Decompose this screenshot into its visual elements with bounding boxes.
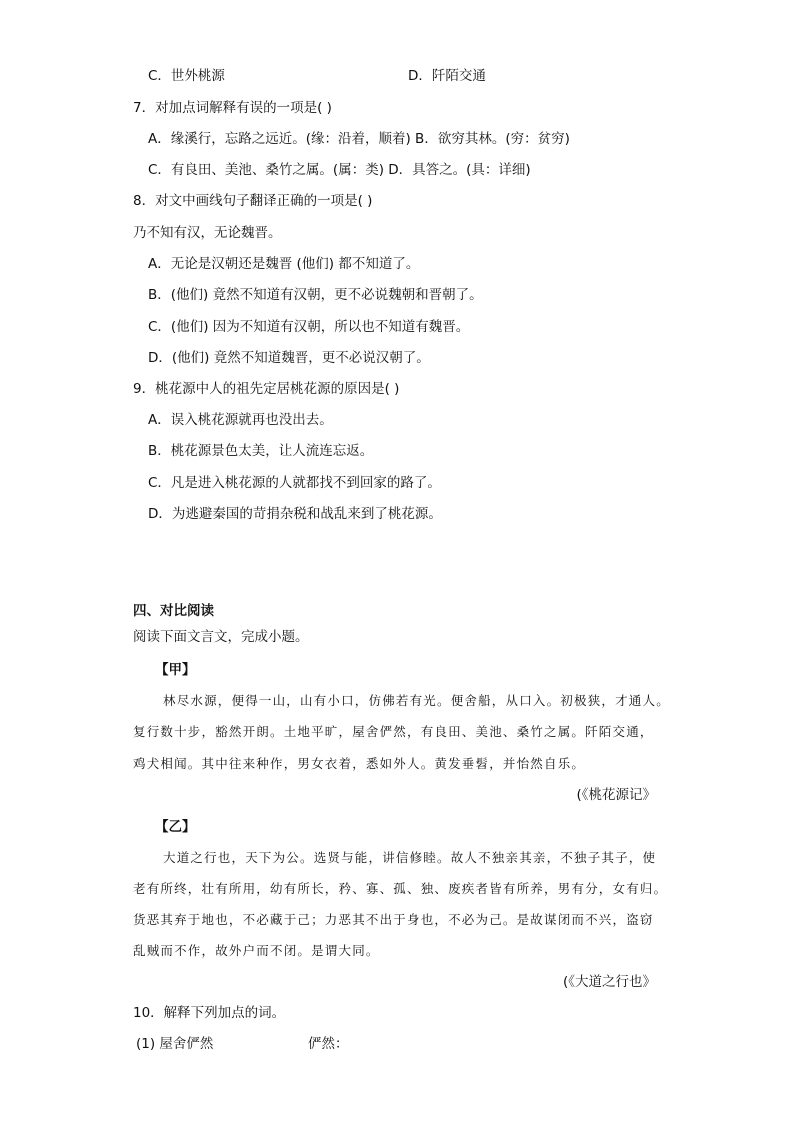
q10-item1-label: (1) 屋舍俨然 [136, 1036, 214, 1052]
q7-options-cd: C．有良田、美池、桑竹之属。(属：类) D．具答之。(具：详细) [148, 162, 531, 178]
passage-yi-label: 【乙】 [155, 819, 196, 835]
q9-stem: 9．桃花源中人的祖先定居桃花源的原因是( ) [133, 381, 400, 397]
passage-jia-line: 林尽水源，便得一山，山有小口，仿佛若有光。便舍船，从口入。初极狭，才通人。 [163, 693, 670, 708]
q6-option-c: C．世外桃源 [148, 68, 225, 84]
q8-stem: 8．对文中画线句子翻译正确的一项是( ) [133, 193, 373, 209]
passage-yi-line: 货恶其弃于地也，不必藏于己；力恶其不出于身也，不必为己。是故谋闭而不兴，盗窃 [133, 912, 654, 927]
q8-quote: 乃不知有汉，无论魏晋。 [133, 225, 282, 241]
passage-jia-source: (《桃花源记》 [576, 787, 656, 803]
q9-option-c: C．凡是进入桃花源的人就都找不到回家的路了。 [148, 475, 441, 491]
section-heading: 四、对比阅读 [133, 603, 214, 619]
passage-jia-line: 复行数十步，豁然开朗。土地平旷，屋舍俨然，有良田、美池、桑竹之属。阡陌交通， [133, 724, 654, 739]
section-instruction: 阅读下面文言文，完成小题。 [133, 629, 309, 645]
passage-yi-line: 老有所终，壮有所用，幼有所长，矜、寡、孤、独、废疾者皆有所养，男有分，女有归。 [133, 881, 668, 896]
q8-option-b: B．(他们) 竟然不知道有汉朝，更不必说魏朝和晋朝了。 [148, 287, 483, 303]
q9-option-a: A．误入桃花源就再也没出去。 [148, 412, 333, 428]
q10-stem: 10．解释下列加点的词。 [133, 1005, 286, 1021]
q6-option-d: D．阡陌交通 [408, 68, 486, 84]
passage-yi-source: (《大道之行也》 [562, 974, 656, 990]
q10-item1-answer: 俨然： [308, 1036, 349, 1052]
passage-jia-line: 鸡犬相闻。其中往来种作，男女衣着，悉如外人。黄发垂髫，并怡然自乐。 [133, 756, 586, 771]
q9-option-b: B．桃花源景色太美，让人流连忘返。 [148, 443, 374, 459]
q8-option-d: D．(他们) 竟然不知道魏晋，更不必说汉朝了。 [148, 350, 430, 366]
passage-yi-line: 大道之行也，天下为公。选贤与能，讲信修睦。故人不独亲其亲，不独子其子，使 [163, 850, 657, 865]
passage-yi-line: 乱贼而不作，故外户而不闭。是谓大同。 [133, 943, 380, 958]
q7-stem: 7．对加点词解释有误的一项是( ) [133, 100, 332, 116]
q8-option-c: C．(他们) 因为不知道有汉朝，所以也不知道有魏晋。 [148, 319, 470, 335]
passage-jia-label: 【甲】 [155, 662, 196, 678]
q8-option-a: A．无论是汉朝还是魏晋 (他们) 都不知道了。 [148, 256, 420, 272]
q7-options-ab: A．缘溪行，忘路之远近。(缘：沿着，顺着) B．欲穷其林。(穷：贫穷) [148, 131, 570, 147]
q9-option-d: D．为逃避秦国的苛捐杂税和战乱来到了桃花源。 [148, 506, 442, 522]
